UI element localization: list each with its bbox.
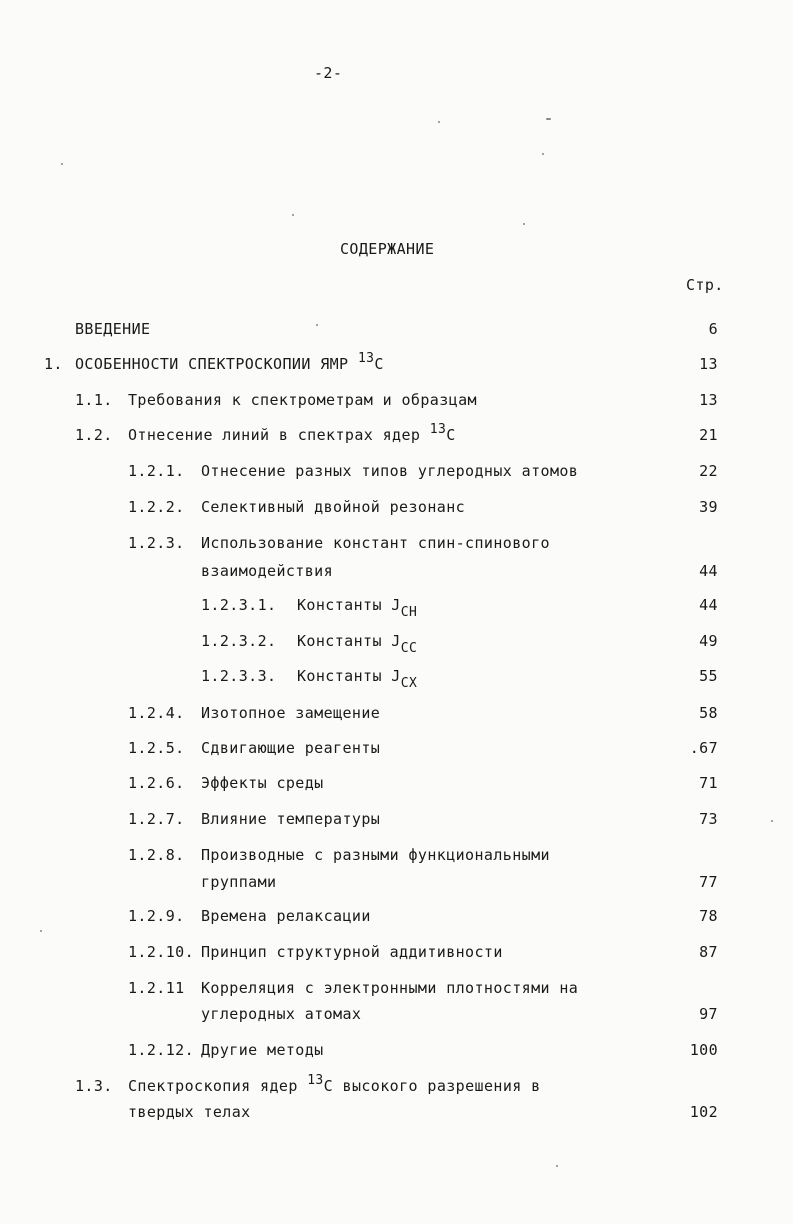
toc-entry-number: 1.2.8. — [128, 846, 185, 864]
toc-entry-text: Константы $J_{CH}$ — [297, 596, 418, 620]
toc-entry-text: Времена релаксации — [201, 907, 371, 925]
toc-entry-number: 1.2.6. — [128, 774, 185, 792]
scan-speck — [40, 930, 42, 932]
toc-entry-text-continued: углеродных атомах — [201, 1005, 362, 1023]
scan-speck — [292, 214, 294, 216]
scan-speck — [556, 1165, 558, 1167]
toc-entry-text-continued: группами — [201, 873, 277, 891]
toc-entry-text-continued: взаимодействия — [201, 562, 334, 580]
toc-entry-page: 73 — [699, 810, 718, 828]
toc-entry-page: 102 — [689, 1103, 718, 1121]
toc-entry-text: Константы $J_{CC}$ — [297, 632, 418, 656]
scan-speck — [438, 121, 440, 123]
toc-entry-page: 71 — [699, 774, 718, 792]
scan-speck — [546, 118, 551, 120]
scan-speck — [771, 820, 773, 822]
toc-entry-number: 1.2.3. — [128, 534, 185, 552]
toc-entry-text: Изотопное замещение — [201, 704, 381, 722]
scan-speck — [542, 153, 544, 155]
toc-entry-number: 1.2.10. — [128, 943, 195, 961]
toc-entry-number: 1.2.11 — [128, 979, 185, 997]
page-column-label: Стр. — [686, 276, 724, 294]
toc-entry-text: Использование констант спин-спинового — [201, 534, 550, 552]
toc-entry-page: 87 — [699, 943, 718, 961]
toc-entry-page: 100 — [689, 1041, 718, 1059]
toc-entry-text: Корреляция с электронными плотностями на — [201, 979, 579, 997]
toc-entry-text: Эффекты среды — [201, 774, 324, 792]
toc-entry-page: 78 — [699, 907, 718, 925]
toc-entry-text: Другие методы — [201, 1041, 324, 1059]
toc-entry-text: Спектроскопия ядер $^{13}$C высокого разрешения в — [128, 1073, 541, 1095]
toc-entry-number: 1.2.2. — [128, 498, 185, 516]
toc-entry-page: 97 — [699, 1005, 718, 1023]
toc-entry-text: Влияние температуры — [201, 810, 381, 828]
toc-entry-page: 22 — [699, 462, 718, 480]
toc-entry-number: 1.1. — [75, 391, 113, 409]
toc-entry-text: ВВЕДЕНИЕ — [75, 320, 151, 338]
toc-entry-number: 1.2.5. — [128, 739, 185, 757]
page-number: -2- — [314, 64, 343, 82]
toc-entry-number: 1.2.3.1. — [201, 596, 277, 614]
toc-entry-page: 13 — [699, 355, 718, 373]
toc-entry-page: 49 — [699, 632, 718, 650]
toc-entry-number: 1.2. — [75, 426, 113, 444]
toc-entry-text: Сдвигающие реагенты — [201, 739, 381, 757]
scan-speck — [523, 223, 525, 225]
toc-entry-page: 21 — [699, 426, 718, 444]
toc-entry-number: 1.2.3.2. — [201, 632, 277, 650]
toc-entry-page: 44 — [699, 596, 718, 614]
toc-entry-page: 77 — [699, 873, 718, 891]
toc-entry-text: Требования к спектрометрам и образцам — [128, 391, 477, 409]
toc-entry-text: Отнесение линий в спектрах ядер $^{13}$C — [128, 422, 456, 444]
toc-entry-page: 39 — [699, 498, 718, 516]
toc-entry-page: 6 — [708, 320, 718, 338]
toc-entry-text: Принцип структурной аддитивности — [201, 943, 503, 961]
toc-entry-page: 55 — [699, 667, 718, 685]
toc-entry-text: ОСОБЕННОСТИ СПЕКТРОСКОПИИ ЯМР $^{13}$C — [75, 351, 384, 373]
toc-entry-number: 1. — [44, 355, 63, 373]
toc-entry-number: 1.2.7. — [128, 810, 185, 828]
toc-entry-page: .67 — [689, 739, 718, 757]
toc-entry-number: 1.2.1. — [128, 462, 185, 480]
toc-entry-page: 44 — [699, 562, 718, 580]
toc-entry-number: 1.2.4. — [128, 704, 185, 722]
toc-entry-page: 58 — [699, 704, 718, 722]
toc-entry-number: 1.2.3.3. — [201, 667, 277, 685]
scan-speck — [316, 324, 318, 326]
page-title: СОДЕРЖАНИЕ — [340, 240, 435, 258]
toc-entry-text: Производные с разными функциональными — [201, 846, 550, 864]
toc-entry-text-continued: твердых телах — [128, 1103, 251, 1121]
toc-entry-text: Отнесение разных типов углеродных атомов — [201, 462, 579, 480]
toc-entry-number: 1.3. — [75, 1077, 113, 1095]
toc-entry-number: 1.2.9. — [128, 907, 185, 925]
toc-entry-page: 13 — [699, 391, 718, 409]
toc-entry-number: 1.2.12. — [128, 1041, 195, 1059]
scan-speck — [61, 163, 63, 165]
toc-entry-text: Константы $J_{CX}$ — [297, 667, 418, 691]
toc-entry-text: Селективный двойной резонанс — [201, 498, 466, 516]
